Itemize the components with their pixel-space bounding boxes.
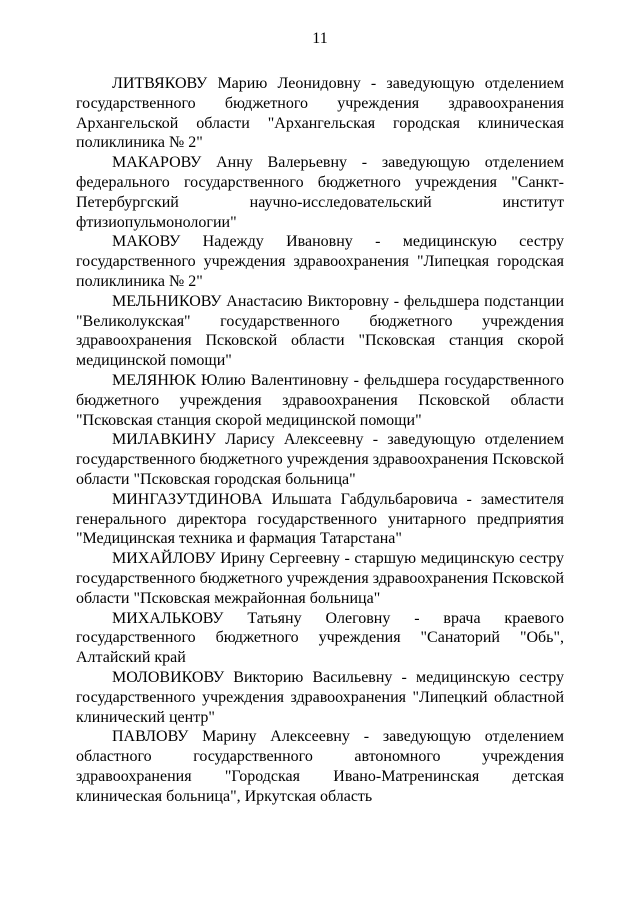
award-entry-molovikova: МОЛОВИКОВУ Викторию Васильевну - медицинскую сестру государственного учреждения здравоохранения "Липецкий областной клинический центр": [76, 668, 564, 726]
page-number: 11: [312, 30, 328, 47]
award-entry-makarova: МАКАРОВУ Анну Валерьевну - заведующую отделением федерального государственного бюджетного учреждения "Санкт-Петербургский научно-исследовательский институт фтизиопульмонологии": [76, 154, 564, 231]
award-entry-melyanyuk: МЕЛЯНЮК Юлию Валентиновну - фельдшера государственного бюджетного учреждения здравоохранения Псковской области "Псковская станция скорой медицинской помощи": [76, 371, 564, 429]
award-entry-litvyakova: ЛИТВЯКОВУ Марию Леонидовну - заведующую отделением государственного бюджетного учреждения здравоохранения Архангельской области "Архангельская городская клиническая поликлиника № 2": [76, 75, 564, 152]
award-entry-milavkina: МИЛАВКИНУ Ларису Алексеевну - заведующую отделением государственного бюджетного учреждения здравоохранения Псковской области "Псковская городская больница": [76, 431, 564, 488]
award-entry-makova: МАКОВУ Надежду Ивановну - медицинскую сестру государственного учреждения здравоохранения "Липецкая городская поликлиника № 2": [76, 233, 564, 290]
award-list: [76, 74, 564, 806]
award-entry-melnikova: МЕЛЬНИКОВУ Анастасию Викторовну - фельдшера подстанции "Великолукская" государственного бюджетного учреждения здравоохранения Псковской области "Псковская станция скорой медицинской помощи": [76, 292, 564, 370]
award-entry-pavlova: ПАВЛОВУ Марину Алексеевну - заведующую отделением областного государственного автономного учреждения здравоохранения "Городская Ивано-Матренинская детская клиническая больница", Иркутская область: [76, 728, 564, 805]
award-entry-mikhaylova: МИХАЙЛОВУ Ирину Сергеевну - старшую медицинскую сестру государственного бюджетного учреждения здравоохранения Псковской области "Псковская межрайонная больница": [76, 550, 564, 607]
award-entry-mikhalkova: МИХАЛЬКОВУ Татьяну Олеговну - врача краевого государственного бюджетного учреждения "Санаторий "Обь", Алтайский край: [76, 609, 564, 667]
award-entry-mingazutdinov: МИНГАЗУТДИНОВА Ильшата Габдульбаровича - заместителя генерального директора государственного унитарного предприятия "Медицинская техника и фармация Татарстана": [76, 490, 564, 548]
